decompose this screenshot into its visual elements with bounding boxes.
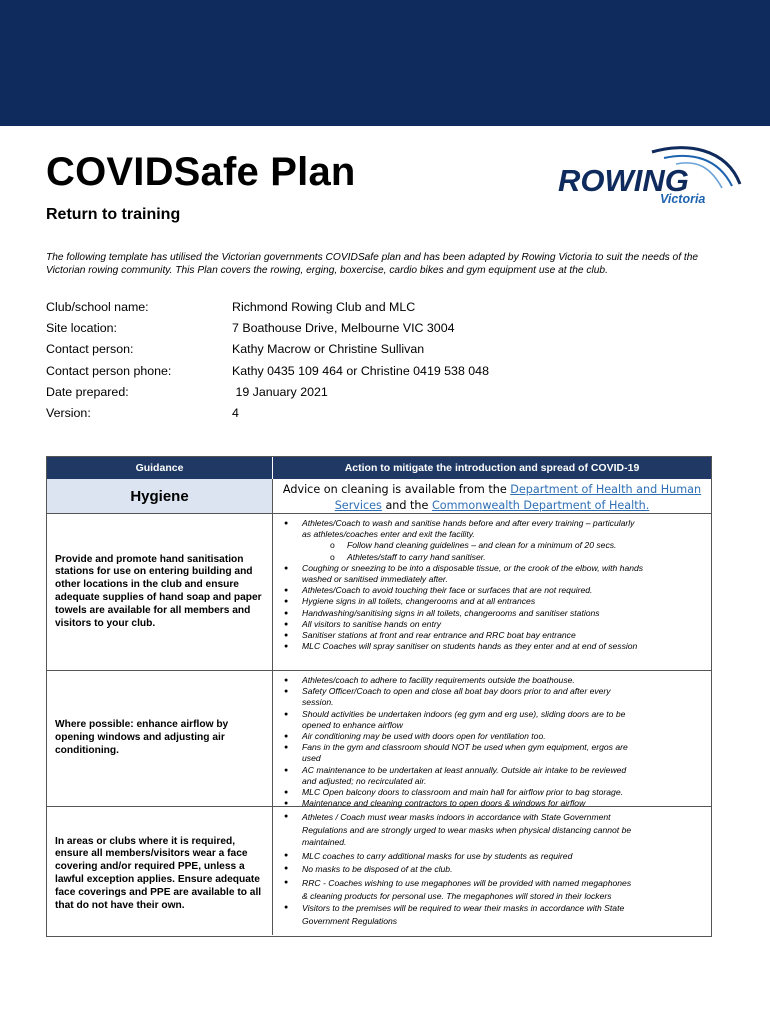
info-label: Site location: bbox=[46, 320, 117, 335]
header-action: Action to mitigate the introduction and spread of COVID-19 bbox=[344, 462, 640, 474]
info-row-contact bbox=[46, 339, 686, 360]
list-item: ● Athletes/coach to adhere to facility requirements outside the boathouse. bbox=[273, 675, 711, 686]
action-cell bbox=[273, 807, 711, 935]
list-item: ● Safety Officer/Coach to open and close all boat bay doors prior to and after every session. bbox=[273, 686, 711, 708]
list-item: ● All visitors to sanitise hands on entry bbox=[273, 619, 711, 630]
info-value: 19 January 2021 bbox=[232, 384, 328, 399]
list-item: ● Coughing or sneezing to be into a disposable tissue, or the crook of the elbow, with hands washed or sanitised immediately after. bbox=[273, 563, 711, 585]
list-item: o Follow hand cleaning guidelines – and clean for a minimum of 20 secs. bbox=[273, 540, 711, 551]
list-item: o Athletes/staff to carry hand sanitiser. bbox=[273, 552, 711, 563]
list-item: ● MLC Open balcony doors to classroom and main hall for airflow prior to bag storage. bbox=[273, 787, 711, 798]
action-cell bbox=[273, 671, 711, 809]
list-item: ● Visitors to the premises will be required to wear their masks in accordance with State Government Regulations bbox=[273, 902, 711, 927]
rowing-victoria-logo bbox=[556, 140, 742, 208]
info-row-club bbox=[46, 296, 686, 317]
list-item: ● Maintenance and cleaning contractors to open doors & windows for airflow bbox=[273, 798, 711, 809]
info-label: Version: bbox=[46, 406, 91, 421]
list-item: ● Should activities be undertaken indoors (eg gym and erg use), sliding doors are to be opened to enhance airflow bbox=[273, 709, 711, 731]
info-label: Contact person: bbox=[46, 342, 134, 357]
info-row-phone bbox=[46, 360, 686, 381]
list-item: ● MLC coaches to carry additional masks for use by students as required bbox=[273, 850, 711, 863]
list-item: ● Fans in the gym and classroom should NOT be used when gym equipment, ergos are used bbox=[273, 742, 711, 764]
cleaning-advice bbox=[273, 479, 711, 513]
info-label: Club/school name: bbox=[46, 299, 149, 314]
covidsafe-table bbox=[46, 456, 712, 937]
section-title: Hygiene bbox=[47, 479, 273, 513]
list-item: ● Handwashing/sanitising signs in all toilets, changerooms and sanitiser stations bbox=[273, 608, 711, 619]
list-item: ● AC maintenance to be undertaken at least annually. Outside air intake to be reviewed and adjusted; no recirculated air. bbox=[273, 765, 711, 787]
info-label: Date prepared: bbox=[46, 384, 129, 399]
list-item: ● RRC - Coaches wishing to use megaphones will be provided with named megaphones & cleaning products for personal use. The megaphones will stored in their lockers bbox=[273, 877, 711, 902]
info-value: Kathy Macrow or Christine Sullivan bbox=[232, 342, 425, 357]
logo-text-main: ROWING bbox=[558, 163, 689, 198]
info-value: Richmond Rowing Club and MLC bbox=[232, 299, 416, 314]
list-item: ● Sanitiser stations at front and rear entrance and RRC boat bay entrance bbox=[273, 630, 711, 641]
page-subtitle: Return to training bbox=[46, 206, 181, 223]
info-value: Kathy 0435 109 464 or Christine 0419 538 048 bbox=[232, 363, 489, 378]
advice-mid: and the bbox=[381, 499, 432, 512]
list-item: ● Air conditioning may be used with doors open for ventilation too. bbox=[273, 731, 711, 742]
commonwealth-health-link[interactable]: Commonwealth Department of Health. bbox=[431, 499, 650, 512]
info-value: 4 bbox=[232, 406, 239, 421]
action-cell bbox=[273, 514, 711, 670]
advice-prefix: Advice on cleaning is available from the bbox=[282, 483, 511, 496]
table-header bbox=[47, 457, 711, 479]
dhhs-link[interactable]: Department of Health and Human Services bbox=[334, 483, 702, 512]
list-item: ● Hygiene signs in all toilets, changerooms and at all entrances bbox=[273, 596, 711, 607]
guidance-cell: In areas or clubs where it is required, ensure all members/visitors wear a face covering and/or required PPE, unless a lawful exception applies. Ensure adequate face coverings and PPE are available to all that do not have their own. bbox=[47, 807, 273, 935]
header-guidance: Guidance bbox=[47, 457, 273, 479]
logo-text-sub: Victoria bbox=[660, 192, 706, 206]
list-item: ● Athletes/Coach to wash and sanitise hands before and after every training – particularly as athletes/coaches enter and exit the facility. bbox=[273, 518, 711, 540]
section-hygiene bbox=[47, 479, 711, 514]
info-value: 7 Boathouse Drive, Melbourne VIC 3004 bbox=[232, 320, 455, 335]
top-banner bbox=[0, 0, 770, 126]
list-item: ● MLC Coaches will spray sanitiser on students hands as they enter and at end of session bbox=[273, 641, 711, 652]
guidance-cell: Provide and promote hand sanitisation stations for use on entering building and other locations in the club and ensure adequate supplies of hand soap and paper towels are available for all members and visitors to your club. bbox=[47, 514, 273, 670]
club-info bbox=[46, 296, 686, 424]
table-row bbox=[47, 671, 711, 807]
page-title: COVIDSafe Plan bbox=[46, 150, 356, 194]
table-row bbox=[47, 514, 711, 671]
table-row bbox=[47, 807, 711, 935]
list-item: ● No masks to be disposed of at the club. bbox=[273, 863, 711, 876]
list-item: ● Athletes/Coach to avoid touching their face or surfaces that are not required. bbox=[273, 585, 711, 596]
info-row-site bbox=[46, 317, 686, 338]
intro-paragraph: The following template has utilised the Victorian governments COVIDSafe plan and has been adapted by Rowing Victoria to suit the needs of the Victorian rowing community. This Plan covers the rowing, erging, boxercise, cardio bikes and gym equipment use at the club. bbox=[46, 252, 699, 276]
list-item: ● Athletes / Coach must wear masks indoors in accordance with State Government Regulations and are strongly urged to wear masks when physical distancing cannot be maintained. bbox=[273, 811, 711, 849]
info-row-date bbox=[46, 381, 686, 402]
guidance-cell: Where possible: enhance airflow by opening windows and adjusting air conditioning. bbox=[47, 671, 273, 806]
info-row-version bbox=[46, 402, 686, 423]
info-label: Contact person phone: bbox=[46, 363, 172, 378]
